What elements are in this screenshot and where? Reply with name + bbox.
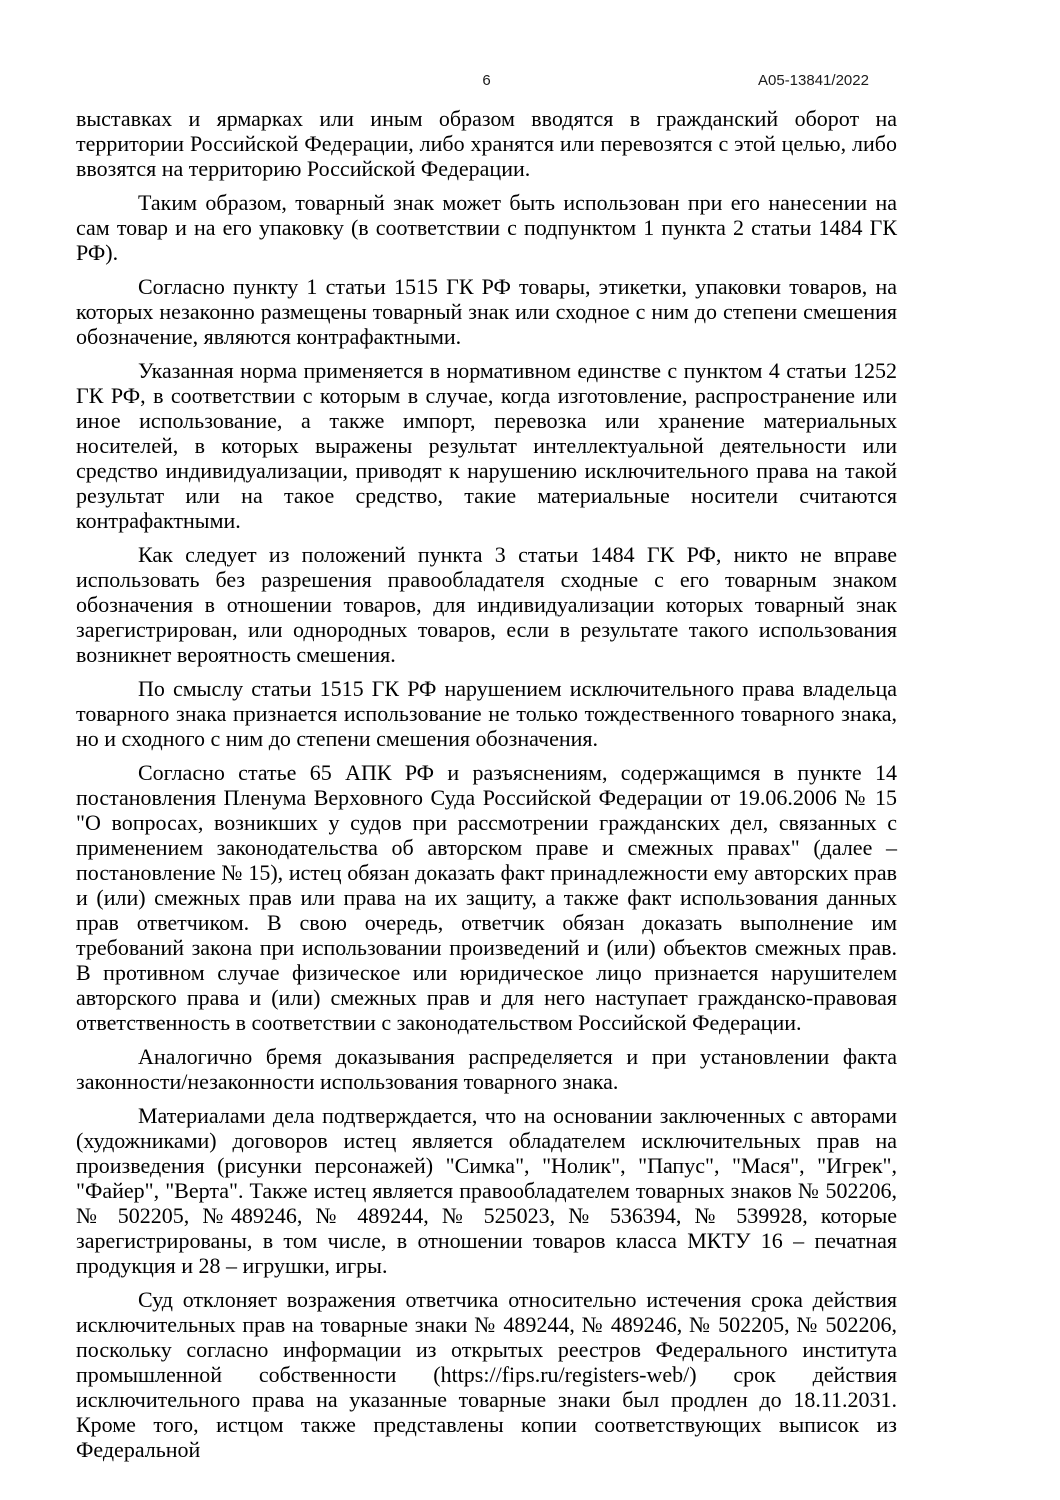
case-number: А05-13841/2022 [758, 72, 869, 89]
paragraph-4: Указанная норма применяется в нормативном единстве с пунктом 4 статьи 1252 ГК РФ, в соответствии с которым в случае, когда изготовление, распространение или иное использование, а также импорт, перевозка или хранение материальных носителей, в которых выражены результат интеллектуальной деятельности или средство индивидуализации, приводят к нарушению исключительного права на такой результат или на такое средство, такие материальные носители считаются контрафактными. [76, 358, 897, 533]
paragraph-2: Таким образом, товарный знак может быть использован при его нанесении на сам товар и на его упаковку (в соответствии с подпунктом 1 пункта 2 статьи 1484 ГК РФ). [76, 190, 897, 265]
paragraph-10: Суд отклоняет возражения ответчика относительно истечения срока действия исключительных прав на товарные знаки № 489244, № 489246, № 502205, № 502206, поскольку согласно информации из открытых реестров Федерального института промышленной собственности (https://fips.ru/registers-web/) срок действия исключительного права на указанные товарные знаки был продлен до 18.11.2031. Кроме того, истцом также представлены копии соответствующих выписок из Федеральной [76, 1287, 897, 1462]
paragraph-9: Материалами дела подтверждается, что на основании заключенных с авторами (художниками) договоров истец является обладателем исключительных прав на произведения (рисунки персонажей) "Симка", "Нолик", "Папус", "Мася", "Игрек", "Файер", "Верта". Также истец является правообладателем товарных знаков № 502206, № 502205, №489246, № 489244, № 525023, № 536394, № 539928, которые зарегистрированы, в том числе, в отношении товаров класса МКТУ 16 – печатная продукция и 28 – игрушки, игры. [76, 1103, 897, 1278]
paragraph-7: Согласно статье 65 АПК РФ и разъяснениям, содержащимся в пункте 14 постановления Пленума Верховного Суда Российской Федерации от 19.06.2006 № 15 "О вопросах, возникших у судов при рассмотрении гражданских дел, связанных с применением законодательства об авторском праве и смежных правах" (далее – постановление № 15), истец обязан доказать факт принадлежности ему авторских прав и (или) смежных прав или права на их защиту, а также факт использования данных прав ответчиком. В свою очередь, ответчик обязан доказать выполнение им требований закона при использовании произведений и (или) объектов смежных прав. В противном случае физическое или юридическое лицо признается нарушителем авторского права и (или) смежных прав и для него наступает гражданско-правовая ответственность в соответствии с законодательством Российской Федерации. [76, 760, 897, 1035]
paragraph-1: выставках и ярмарках или иным образом вводятся в гражданский оборот на территории Российской Федерации, либо хранятся или перевозятся с этой целью, либо ввозятся на территорию Российской Федерации. [76, 106, 897, 181]
paragraph-3: Согласно пункту 1 статьи 1515 ГК РФ товары, этикетки, упаковки товаров, на которых незаконно размещены товарный знак или сходное с ним до степени смешения обозначение, являются контрафактными. [76, 274, 897, 349]
page-number: 6 [482, 72, 491, 89]
document-body [76, 106, 897, 1462]
paragraph-6: По смыслу статьи 1515 ГК РФ нарушением исключительного права владельца товарного знака признается использование не только тождественного товарного знака, но и сходного с ним до степени смешения обозначения. [76, 676, 897, 751]
paragraph-5: Как следует из положений пункта 3 статьи 1484 ГК РФ, никто не вправе использовать без разрешения правообладателя сходные с его товарным знаком обозначения в отношении товаров, для индивидуализации которых товарный знак зарегистрирован, или однородных товаров, если в результате такого использования возникнет вероятность смешения. [76, 542, 897, 667]
paragraph-8: Аналогично бремя доказывания распределяется и при установлении факта законности/незаконности использования товарного знака. [76, 1044, 897, 1094]
